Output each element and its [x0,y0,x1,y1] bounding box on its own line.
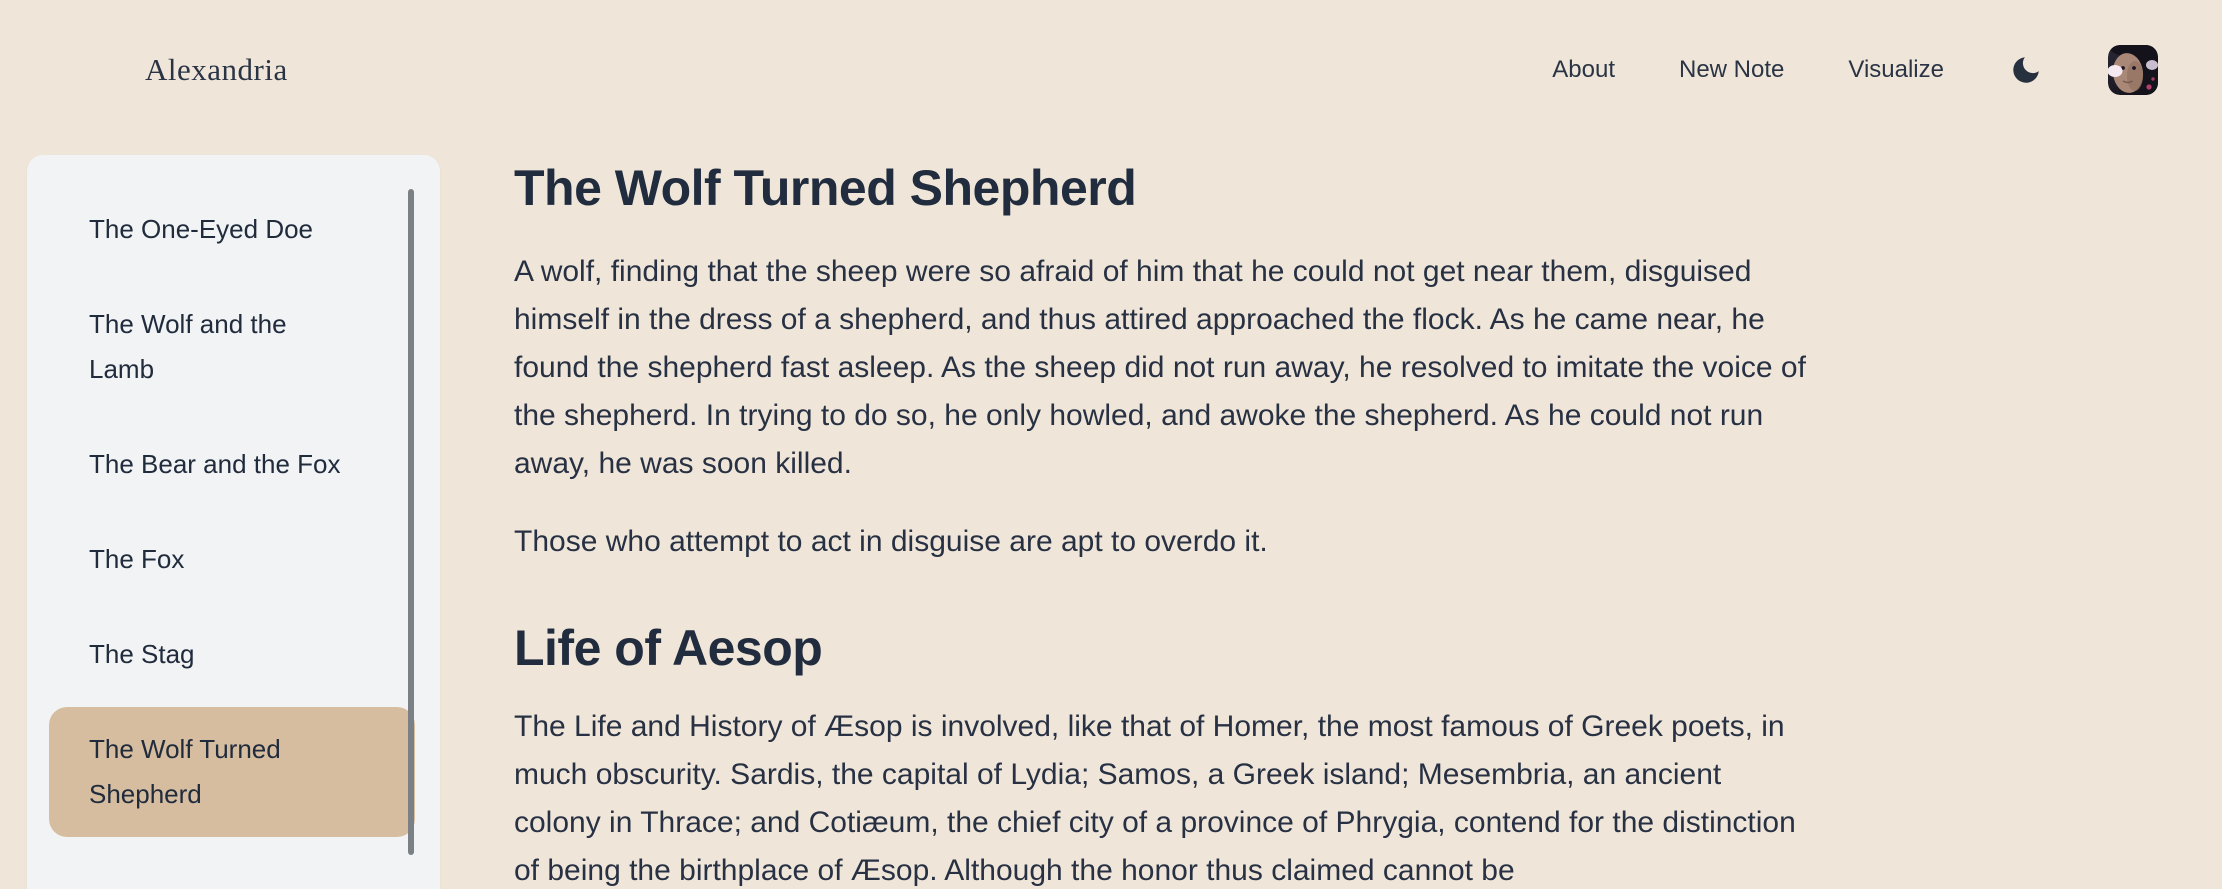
sidebar-item-label: The Stag [89,639,195,669]
section-paragraph: The Life and History of Æsop is involved, like that of Homer, the most famous of Greek poets, in much obscurity. Sardis, the capital of Lydia; Samos, a Greek island; Mesembria, an ancient colony in Thrace; and Cotiæum, the chief city of a province of Phrygia, contend for the distinction of being the birthplace of Æsop. Although the honor thus claimed cannot be [514,710,1796,887]
sidebar-item-label: The One-Eyed Doe [89,214,314,244]
main-nav [1552,45,2158,95]
theme-toggle-button[interactable] [2008,52,2044,88]
section-title: Life of Aesop [514,619,823,676]
sidebar-item-label: The Bear and the Fox [89,449,341,479]
sidebar-item-one-eyed-doe[interactable] [49,187,415,272]
sidebar-item-wolf-and-lamb[interactable] [49,282,415,412]
app-logo[interactable]: Alexandria [145,52,288,87]
nav-link-visualize[interactable]: Visualize [1848,56,1944,83]
sidebar-item-label: The Wolf Turned Shepherd [89,734,281,809]
note-list [27,155,440,837]
nav-link-about[interactable]: About [1552,56,1615,83]
sidebar-item-wolf-turned-shepherd[interactable] [49,707,415,837]
note-content [514,160,1814,889]
user-avatar[interactable] [2108,45,2158,95]
moon-icon [2009,53,2043,87]
sidebar-item-the-fox[interactable] [49,517,415,602]
user-photo-image [2108,45,2158,95]
sidebar-item-label: The Wolf and the Lamb [89,309,287,384]
note-paragraph: A wolf, finding that the sheep were so afraid of him that he could not get near them, disguised himself in the dress of a shepherd, and thus attired approached the flock. As he came near, he found the shepherd fast asleep. As the sheep did not run away, he resolved to imitate the voice of the shepherd. In trying to do so, he only howled, and awoke the shepherd. As he could not run away, he was soon killed. [514,254,1806,480]
sidebar-item-the-stag[interactable] [49,612,415,697]
nav-link-new-note[interactable]: New Note [1679,56,1785,83]
note-title: The Wolf Turned Shepherd [514,160,1137,216]
note-moral: Those who attempt to act in disguise are apt to overdo it. [514,524,1268,558]
sidebar-item-label: The Fox [89,544,185,574]
header [0,0,2222,140]
sidebar-scrollbar-thumb[interactable] [408,189,414,855]
sidebar-item-bear-and-fox[interactable] [49,422,415,507]
notes-sidebar [27,155,440,889]
